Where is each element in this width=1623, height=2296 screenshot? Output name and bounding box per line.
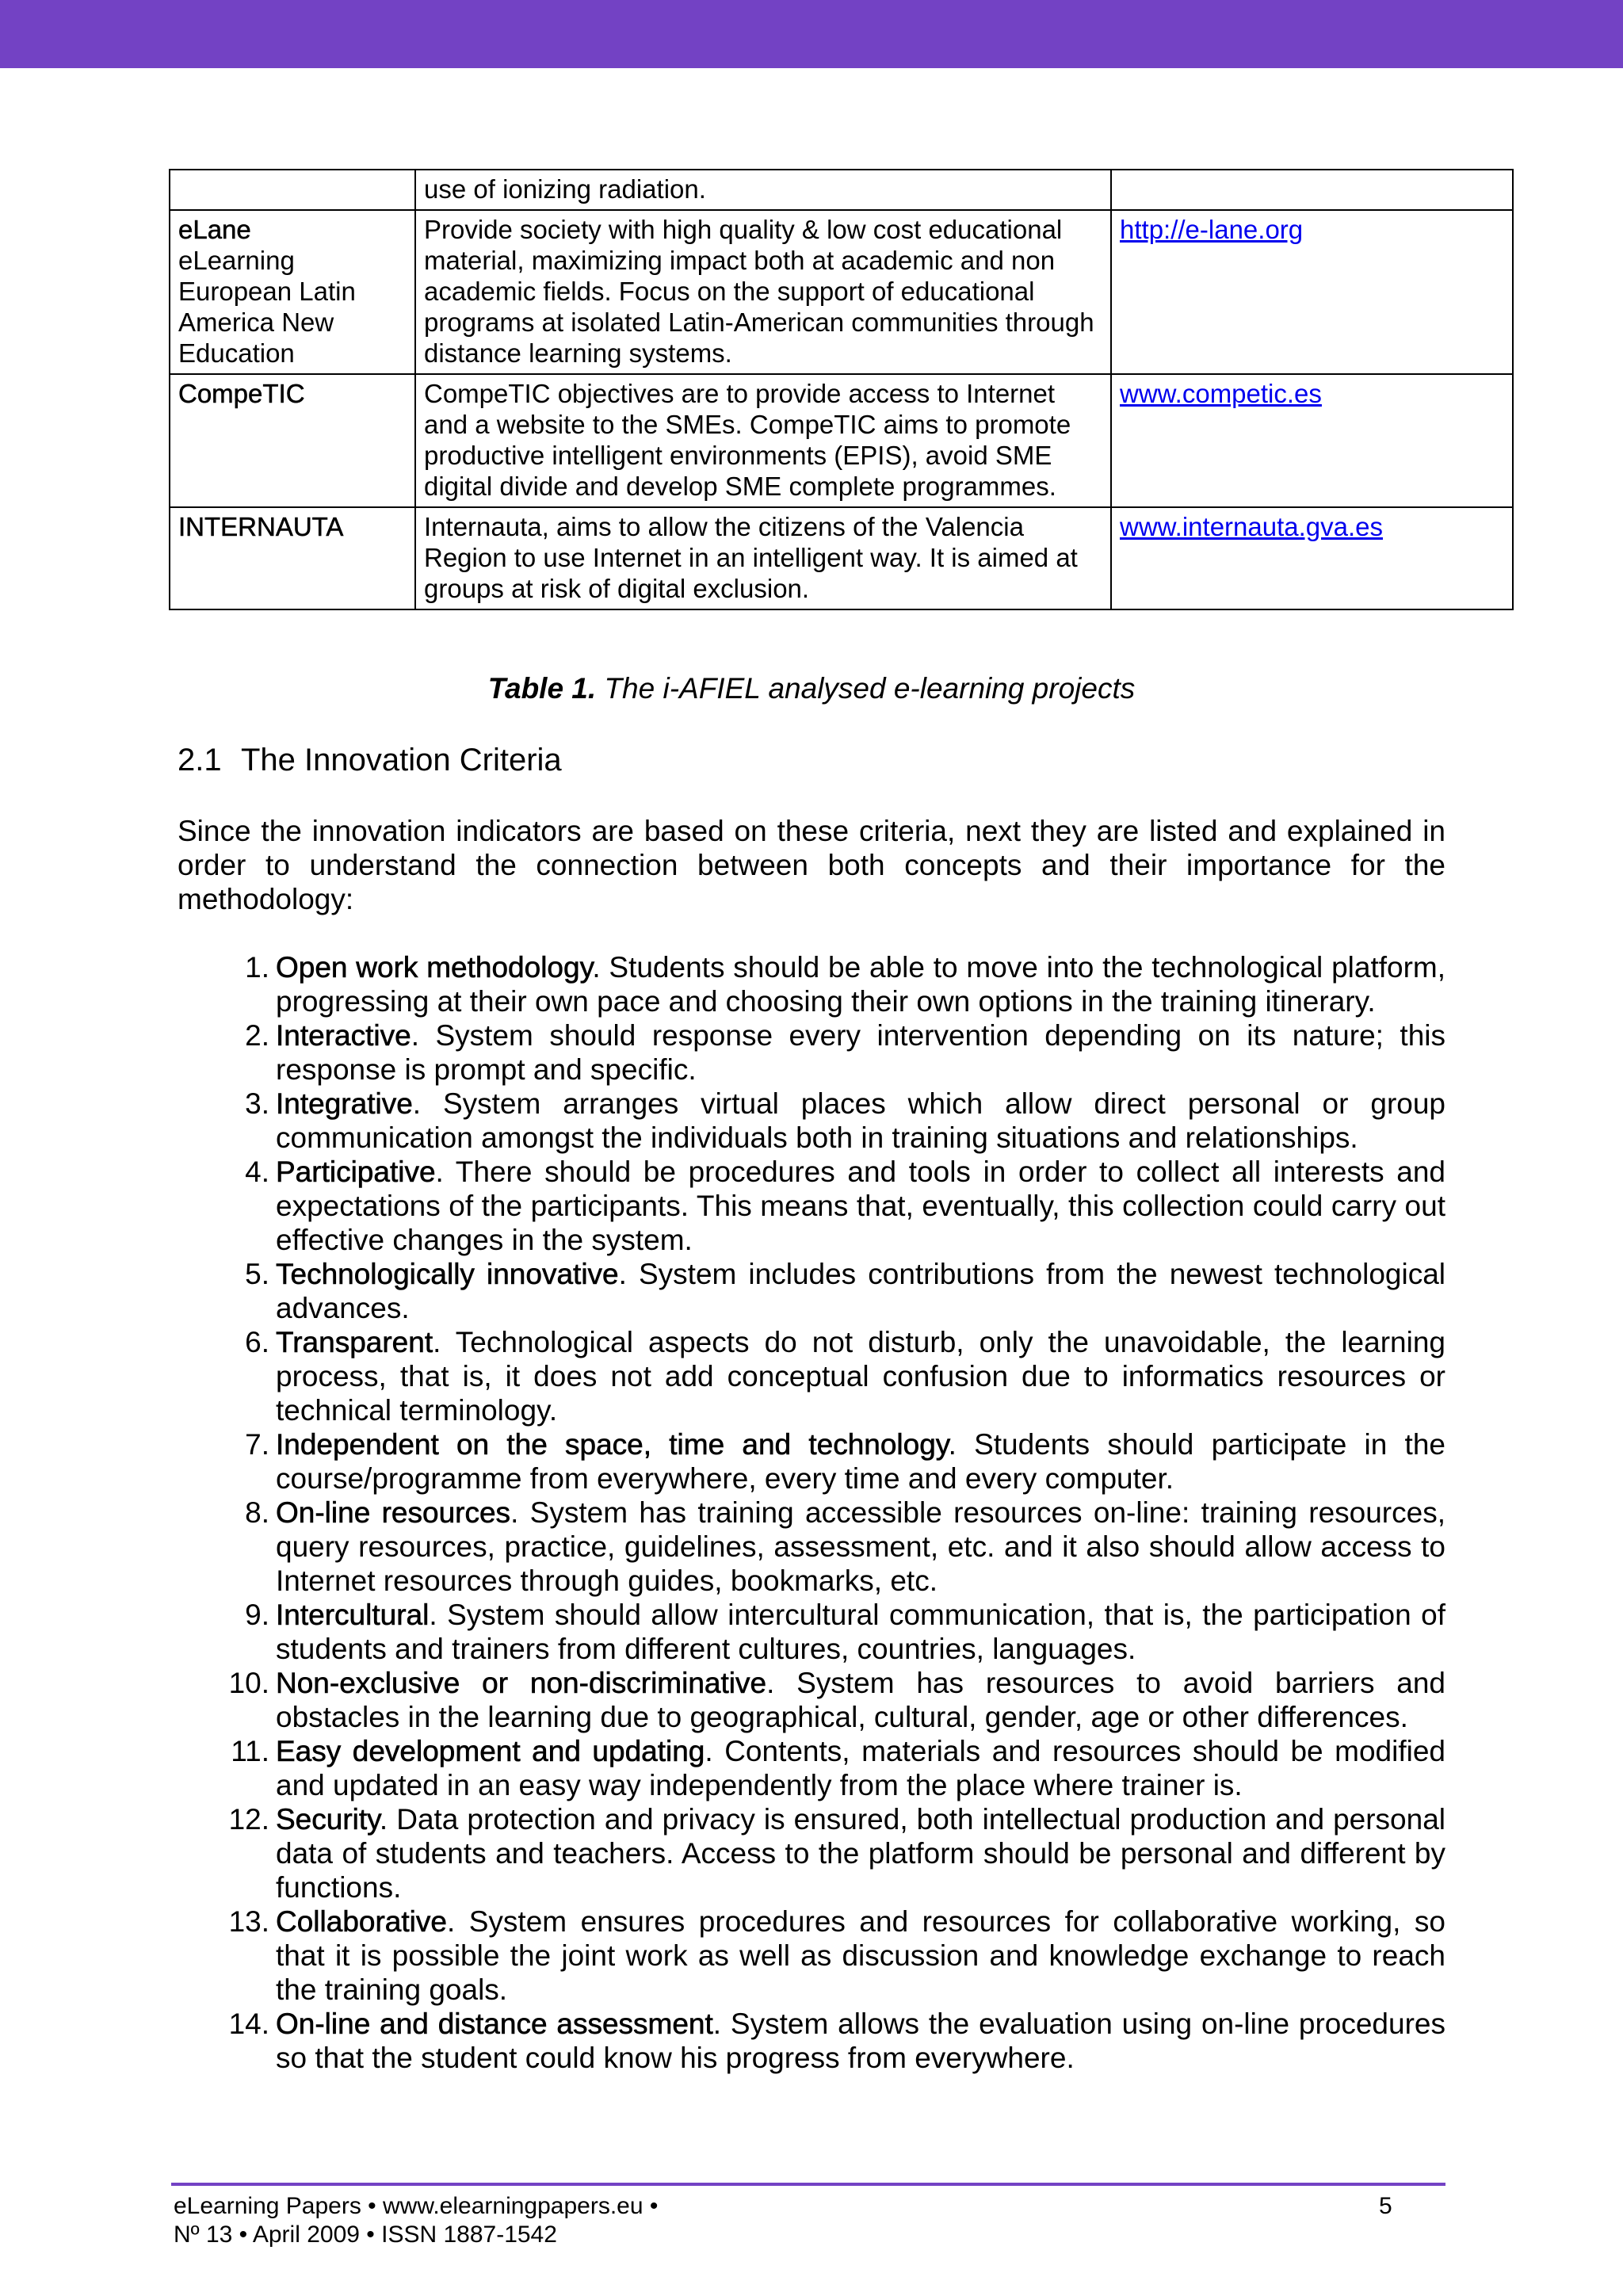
criteria-number: 14. [228, 2008, 269, 2040]
criteria-term: Transparent [276, 1326, 433, 1358]
criteria-item [178, 1427, 1445, 1496]
criteria-term: On-line resources [276, 1496, 511, 1529]
criteria-number: 11. [231, 1735, 269, 1767]
criteria-number: 4. [245, 1156, 269, 1188]
criteria-description: . There should be procedures and tools in order to collect all interests and expectations of the participants. This means that, eventually, this collection could carry out effective changes in the system. [276, 1156, 1445, 1256]
criteria-description: . Students should be able to move into the technological platform, progressing at their own pace and choosing their own options in the training itinerary. [276, 951, 1446, 1018]
table-row [170, 170, 1513, 210]
criteria-term: On-line and distance assessment [276, 2008, 713, 2040]
criteria-item [178, 1496, 1445, 1598]
criteria-item [178, 1904, 1445, 2007]
table-row [170, 374, 1513, 507]
criteria-number: 6. [245, 1326, 269, 1358]
criteria-term: Security [276, 1803, 380, 1836]
criteria-description: . System should response every intervention depending on its nature; this response is prompt and specific. [276, 1019, 1445, 1086]
caption-text: The i-AFIEL analysed e-learning projects [604, 672, 1136, 705]
criteria-description: . System has training accessible resources on-line: training resources, query resources, practice, guidelines, assessment, etc. and it also should allow access to Internet resources through guides, bookmarks, etc. [276, 1496, 1445, 1597]
project-fullname-line: Education [178, 338, 295, 368]
project-name-cell [170, 507, 415, 609]
project-link[interactable]: www.internauta.gva.es [1120, 512, 1384, 541]
criteria-term: Collaborative [276, 1905, 447, 1938]
project-description: Provide society with high quality & low cost educational material, maximizing impact both at academic and non academic fields. Focus on the support of educational programs at isolated Latin-American communities through distance learning systems. [415, 210, 1111, 374]
table-caption [0, 672, 1623, 705]
projects-table [169, 169, 1514, 610]
page-number: 5 [1379, 2193, 1392, 2219]
caption-label: Table 1. [487, 672, 597, 705]
criteria-number: 7. [245, 1428, 269, 1461]
top-banner [0, 0, 1623, 68]
project-description: Internauta, aims to allow the citizens of the Valencia Region to use Internet in an intelligent way. It is aimed at groups at risk of digital exclusion. [415, 507, 1111, 609]
criteria-description: . Data protection and privacy is ensured, both intellectual production and personal data of students and teachers. Access to the platform should be personal and different by functions. [276, 1803, 1445, 1904]
criteria-term: Technologically innovative [276, 1258, 619, 1290]
project-name-cell [170, 170, 415, 210]
criteria-item [178, 1734, 1445, 1802]
footer-divider [171, 2183, 1445, 2186]
criteria-description: . Students should participate in the course/programme from everywhere, every time and every computer. [276, 1428, 1445, 1495]
project-name: eLane [178, 215, 251, 244]
table-row [170, 507, 1513, 609]
project-url-cell [1111, 170, 1513, 210]
project-link[interactable]: http://e-lane.org [1120, 215, 1304, 244]
criteria-item [178, 1666, 1445, 1734]
criteria-description: . Contents, materials and resources should be modified and updated in an easy way independently from the place where trainer is. [276, 1735, 1445, 1801]
criteria-item [178, 1155, 1445, 1257]
criteria-term: Interactive [276, 1019, 411, 1052]
criteria-term: Independent on the space, time and technology [276, 1428, 949, 1461]
project-url-cell [1111, 374, 1513, 507]
criteria-number: 8. [245, 1496, 269, 1529]
criteria-item [178, 1087, 1445, 1155]
criteria-number: 9. [245, 1599, 269, 1631]
footer-publication: eLearning Papers • www.elearningpapers.eu • [174, 2193, 659, 2219]
criteria-item [178, 1257, 1445, 1325]
criteria-item [178, 1598, 1445, 1666]
project-name: CompeTIC [178, 379, 305, 408]
project-url-cell [1111, 507, 1513, 609]
criteria-description: . System should allow intercultural communication, that is, the participation of students and trainers from different cultures, countries, languages. [276, 1599, 1445, 1665]
criteria-description: . System has resources to avoid barriers and obstacles in the learning due to geographical, cultural, gender, age or other differences. [276, 1667, 1445, 1733]
criteria-number: 2. [245, 1019, 269, 1052]
criteria-item [178, 1802, 1445, 1904]
criteria-number: 1. [245, 951, 269, 984]
footer-issue: Nº 13 • April 2009 • ISSN 1887-1542 [174, 2222, 557, 2248]
criteria-number: 12. [228, 1803, 269, 1836]
criteria-item [178, 1018, 1445, 1087]
criteria-item [178, 2007, 1445, 2075]
criteria-description: . System includes contributions from the newest technological advances. [276, 1258, 1446, 1324]
project-name-cell [170, 374, 415, 507]
project-link[interactable]: www.competic.es [1120, 379, 1322, 408]
section-title: The Innovation Criteria [241, 743, 562, 777]
criteria-number: 5. [245, 1258, 269, 1290]
project-url-cell [1111, 210, 1513, 374]
criteria-description: . Technological aspects do not disturb, only the unavoidable, the learning process, that is, it does not add conceptual confusion due to informatics resources or technical terminology. [276, 1326, 1445, 1427]
criteria-term: Easy development and updating [276, 1735, 705, 1767]
criteria-term: Participative [276, 1156, 436, 1188]
criteria-description: . System ensures procedures and resources for collaborative working, so that it is possible the joint work as well as discussion and knowledge exchange to reach the training goals. [276, 1905, 1445, 2006]
criteria-number: 13. [228, 1905, 269, 1938]
project-name: INTERNAUTA [178, 512, 344, 541]
project-name-cell [170, 210, 415, 374]
criteria-description: . System arranges virtual places which allow direct personal or group communication amongst the individuals both in training situations and relationships. [276, 1087, 1445, 1154]
project-description: use of ionizing radiation. [415, 170, 1111, 210]
section-heading [178, 743, 562, 778]
criteria-term: Integrative [276, 1087, 413, 1120]
project-fullname-line: eLearning [178, 246, 295, 275]
project-description: CompeTIC objectives are to provide access to Internet and a website to the SMEs. CompeTIC aims to promote productive intelligent environments (EPIS), avoid SME digital divide and develop SME complete programmes. [415, 374, 1111, 507]
criteria-item [178, 1325, 1445, 1427]
criteria-list [178, 950, 1445, 2075]
criteria-term: Intercultural [276, 1599, 430, 1631]
criteria-number: 10. [228, 1667, 269, 1699]
project-fullname-line: America New [178, 308, 334, 337]
criteria-term: Non-exclusive or non-discriminative [276, 1667, 767, 1699]
project-fullname-line: European Latin [178, 277, 356, 306]
table-row [170, 210, 1513, 374]
criteria-number: 3. [245, 1087, 269, 1120]
criteria-description: . System allows the evaluation using on-line procedures so that the student could know his progress from everywhere. [276, 2008, 1445, 2074]
criteria-term: Open work methodology [276, 951, 593, 984]
section-number: 2.1 [178, 743, 222, 777]
criteria-item [178, 950, 1445, 1018]
intro-paragraph: Since the innovation indicators are based on these criteria, next they are listed and explained in order to understand the connection between both concepts and their importance for the methodology: [178, 815, 1445, 915]
